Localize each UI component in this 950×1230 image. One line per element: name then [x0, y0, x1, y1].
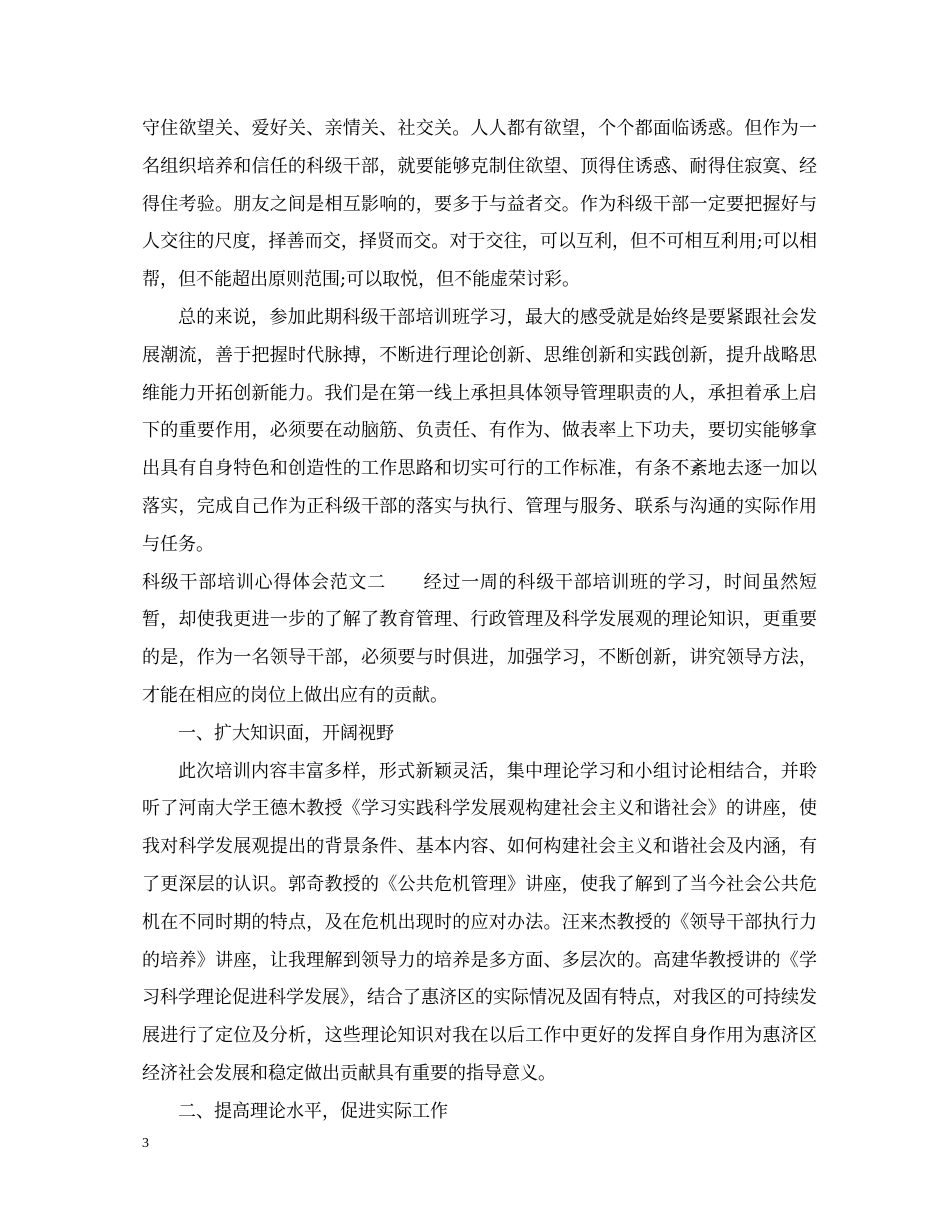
paragraph-4: 此次培训内容丰富多样，形式新颖灵活，集中理论学习和小组讨论相结合，并聆听了河南大学王德木教授《学习实践科学发展观构建社会主义和谐社会》的讲座，使我对科学发展观提出的背景条件、基本内容、如何构建社会主义和谐社会及内涵，有了更深层的认识。郭奇教授的《公共危机管理》讲座，使我了解到了当今社会公共危机在不同时期的特点，及在危机出现时的应对办法。汪来杰教授的《领导干部执行力的培养》讲座，让我理解到领导力的培养是多方面、多层次的。高建华教授讲的《学习科学理论促进科学发展》，结合了惠济区的实际情况及固有特点，对我区的可持续发展进行了定位及分析，这些理论知识对我在以后工作中更好的发挥自身作用为惠济区经济社会发展和稳定做出贡献具有重要的指导意义。: [142, 760, 817, 1084]
section-heading-2: 二、提高理论水平，促进实际工作: [178, 1100, 448, 1122]
document-body: [142, 110, 817, 1131]
paragraph-3: 科级干部培训心得体会范文二 经过一周的科级干部培训班的学习，时间虽然短暂，却使我更进一步的了解了教育管理、行政管理及科学发展观的理论知识，更重要的是，作为一名领导干部，必须要与时俱进，加强学习，不断创新，讲究领导方法，才能在相应的岗位上做出应有的贡献。: [142, 571, 817, 706]
section-heading-1: 一、扩大知识面，开阔视野: [178, 722, 394, 744]
paragraph-2: 总的来说，参加此期科级干部培训班学习，最大的感受就是始终是要紧跟社会发展潮流，善于把握时代脉搏，不断进行理论创新、思维创新和实践创新，提升战略思维能力开拓创新能力。我们是在第一线上承担具体领导管理职责的人，承担着承上启下的重要作用，必须要在动脑筋、负责任、有作为、做表率上下功夫，要切实能够拿出具有自身特色和创造性的工作思路和切实可行的工作标准，有条不紊地去逐一加以落实，完成自己作为正科级干部的落实与执行、管理与服务、联系与沟通的实际作用与任务。: [142, 306, 817, 555]
paragraph-1: 守住欲望关、爱好关、亲情关、社交关。人人都有欲望，个个都面临诱惑。但作为一名组织培养和信任的科级干部，就要能够克制住欲望、顶得住诱惑、耐得住寂寞、经得住考验。朋友之间是相互影响的，要多于与益者交。作为科级干部一定要把握好与人交往的尺度，择善而交，择贤而交。对于交往，可以互利，但不可相互利用;可以相帮，但不能超出原则范围;可以取悦，但不能虚荣讨彩。: [142, 118, 817, 291]
page-number: 3: [142, 1136, 149, 1151]
